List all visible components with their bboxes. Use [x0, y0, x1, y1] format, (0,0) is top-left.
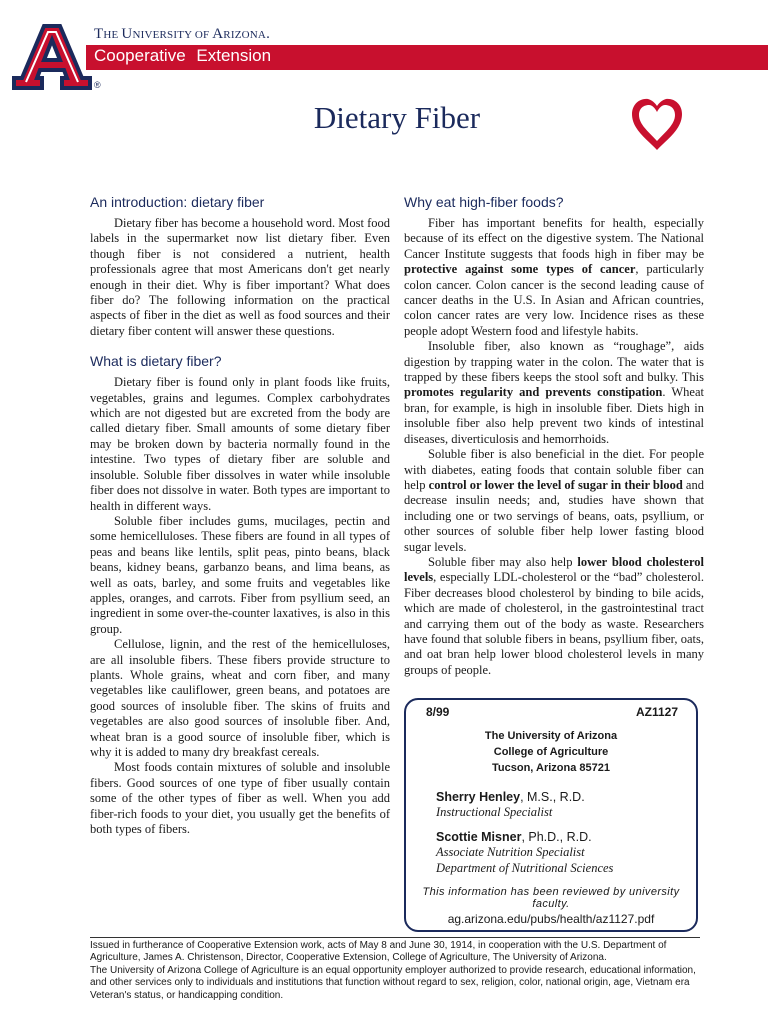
review-note: This information has been reviewed by university faculty.: [422, 886, 680, 910]
publication-date: 8/99: [426, 705, 450, 719]
right-column: [404, 194, 704, 678]
author-1-role: Instructional Specialist: [436, 805, 553, 819]
footer-line-2: The University of Arizona College of Agriculture is an equal opportunity employer authorized to provide research, educational information, and other services only to individuals and institutions that function without regard to sex, religion, color, national origin, age, Vietnam era Veteran's status, or handicapping condition.: [90, 964, 696, 1001]
institution-line-2: College of Agriculture: [493, 746, 609, 758]
university-name: THE UNIVERSITY OF ARIZONA.: [94, 26, 271, 42]
institution-line-3: Tucson, Arizona 85721: [492, 762, 610, 774]
left-column: [90, 194, 390, 837]
heart-icon: [626, 94, 688, 156]
why-paragraph-4: Soluble fiber may also help lower blood cholesterol levels, especially LDL-cholesterol or the “bad” cholesterol. Fiber decreases blood cholesterol by binding to bile acids, which are made of cholesterol, in the gastrointestinal tract and carrying them out of the body as waste. Researchers have found that soluble fibers in beans, psyllium fiber, oats, and oat bran help lower blood cholesterol levels in many groups of people.: [404, 554, 704, 677]
why-eat-fiber-heading: Why eat high-fiber foods?: [404, 194, 564, 210]
page-title: Dietary Fiber: [313, 100, 481, 135]
why-paragraph-2: Insoluble fiber, also known as “roughage”, aids digestion by trapping water in the colon. The water that is trapped by these fibers keeps the stool soft and bulky. This promotes regularity and prevents constipation. Wheat bran, for example, is high in insoluble fiber. Diets high in insoluble fiber also help prevent two kinds of intestinal diseases, diverticulosis and hemorrhoids.: [404, 339, 704, 446]
author-2: Scottie Misner, Ph.D., R.D. Associate Nutrition Specialist Department of Nutritional Sciences: [436, 830, 614, 875]
what-is-fiber-heading: What is dietary fiber?: [90, 353, 222, 370]
institution-line-1: The University of Arizona: [484, 730, 618, 742]
intro-paragraph: Dietary fiber has become a household word. Most food labels in the supermarket now list dietary fiber. Even though fiber is not considered a nutrient, health professionals agree that most Americans don't get nearly enough in their diet. Why is fiber important? What does fiber do? The following information on the practical aspects of fiber in the diet as well as food sources and their dietary fiber content will answer these questions.: [90, 216, 390, 338]
publication-code: AZ1127: [635, 705, 678, 719]
publication-info-card: [404, 698, 698, 932]
footer-line-1: Issued in furtherance of Cooperative Extension work, acts of May 8 and June 30, 1914, in cooperation with the U.S. Department of Agriculture, James A. Christenson, Director, Cooperative Extension, College of Agriculture, The University of Arizona.: [90, 940, 667, 964]
publication-url: ag.arizona.edu/pubs/health/az1127.pdf: [447, 912, 655, 926]
author-2-role-1: Associate Nutrition Specialist: [436, 845, 585, 859]
footer-divider: [90, 937, 700, 938]
what-paragraph-3: Cellulose, lignin, and the rest of the hemicelluloses, are all insoluble fibers. These fibers provide structure to plants. Whole grains, wheat and corn fiber, and many vegetables like cauliflower, green beans, and potatoes are good sources of insoluble fiber. The skins of fruits and vegetables are also good sources of insoluble fiber. And, wheat bran is a good source of insoluble fiber, which is why it is added to many dry breakfast cereals.: [90, 637, 390, 759]
registered-mark: ®: [94, 80, 101, 90]
institution-address: [406, 728, 696, 776]
intro-heading: An introduction: dietary fiber: [90, 194, 265, 210]
what-paragraph-1: Dietary fiber is found only in plant foods like fruits, vegetables, grains and legumes. Complex carbohydrates which are not digested but are excreted from the body are called dietary fiber. Small amounts of some dietary fiber may be broken down by bacteria normally found in the intestine. Two types of dietary fiber are soluble and insoluble. Soluble fiber dissolves in water while insoluble fiber does not dissolve in water. Both types are important to health in different ways.: [90, 375, 390, 513]
what-paragraph-4: Most foods contain mixtures of soluble and insoluble fibers. Good sources of one type of fiber usually contain some of the other types of fiber as well. When you add fiber-rich foods to your diet, you usually get the benefits of both types of fibers.: [90, 760, 390, 837]
author-1: Sherry Henley, M.S., R.D. Instructional Specialist: [436, 790, 585, 819]
cooperative-extension-label: Cooperative Extension: [94, 46, 272, 65]
author-2-name: Scottie Misner: [436, 830, 522, 844]
what-paragraph-2: Soluble fiber includes gums, mucilages, pectin and some hemicelluloses. These fibers are found in all types of peas and beans like lentils, split peas, pinto beans, black beans, kidney beans, garbanzo beans, and lima beans, as well as oats, barley, and some fruits and vegetables like apples, oranges, and carrots. Fiber from psyllium seed, an ingredient in some over-the-counter laxatives, is also in this group.: [90, 513, 390, 636]
university-of-arizona-a-logo: [12, 20, 92, 92]
author-1-name: Sherry Henley: [436, 790, 521, 804]
footer: [90, 940, 710, 1002]
author-2-role-2: Department of Nutritional Sciences: [436, 861, 614, 875]
why-paragraph-1: Fiber has important benefits for health, especially because of its effect on the digestive system. The National Cancer Institute suggests that foods high in fiber may be protective against some types of cancer, particularly colon cancer. Colon cancer is the second leading cause of cancer deaths in the U.S. In Asian and African countries, colon cancer rates are very low. Incidence rises as these people adopt Western food and lifestyle habits.: [404, 216, 704, 338]
why-paragraph-3: Soluble fiber is also beneficial in the diet. For people with diabetes, eating foods that contain soluble fiber can help control or lower the level of sugar in their blood and decrease insulin needs; and, studies have shown that including one or two servings of beans, oats, psyllium, or other sources of soluble fiber help lower fasting blood sugar levels.: [404, 447, 704, 554]
